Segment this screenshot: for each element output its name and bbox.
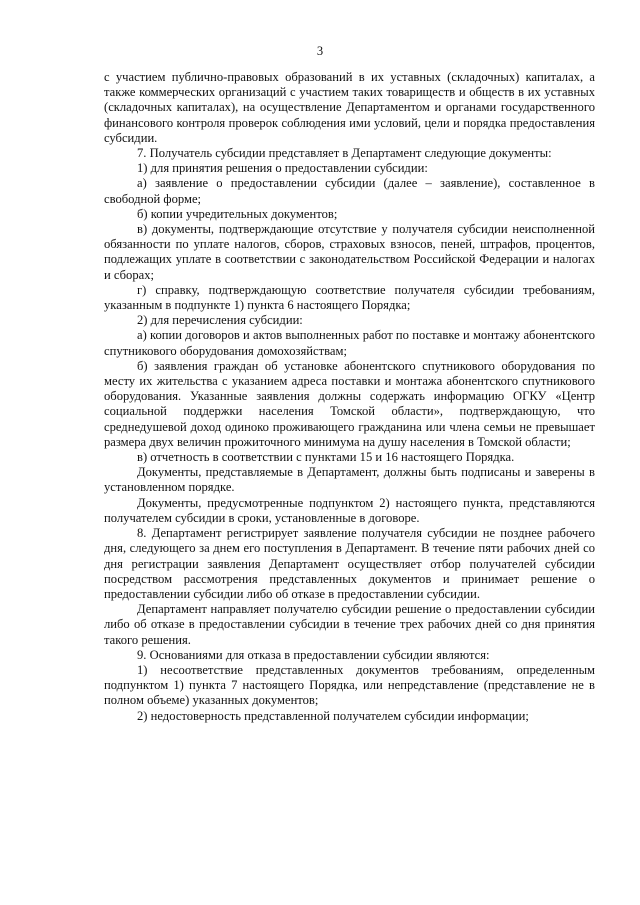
paragraph: 1) несоответствие представленных документов требованиям, определенным подпунктом 1) пункта 7 настоящего Порядка, или непредставление (представление не в полном объеме) указанных документов; [104, 662, 595, 708]
paragraph: 2) для перечисления субсидии: [137, 313, 303, 328]
paragraph: с участием публично-правовых образований в их уставных (складочных) капиталах, а также коммерческих организаций с участием таких товариществ и обществ в их уставных (складочных капиталах), на осуществление Департаментом и органами государственного финансового контроля проверок соблюдения ими условий, цели и порядка предоставления субсидии. [104, 70, 595, 145]
paragraph: Документы, представляемые в Департамент, должны быть подписаны и заверены в установленном порядке. [104, 465, 595, 495]
paragraph: в) документы, подтверждающие отсутствие у получателя субсидии неисполненной обязанности по уплате налогов, сборов, страховых взносов, пеней, штрафов, процентов, подлежащих уплате в соответствии с законодательством Российской Федерации и налогах и сборах; [104, 222, 595, 282]
paragraph: б) копии учредительных документов; [137, 206, 338, 221]
paragraph: а) заявление о предоставлении субсидии (далее – заявление), составленное в свободной форме; [104, 176, 595, 206]
document-body [104, 70, 595, 724]
paragraph: 9. Основаниями для отказа в предоставлении субсидии являются: [137, 647, 490, 662]
paragraph: в) отчетность в соответствии с пунктами 15 и 16 настоящего Порядка. [137, 450, 515, 465]
paragraph: Документы, предусмотренные подпунктом 2) настоящего пункта, представляются получателем субсидии в сроки, установленные в договоре. [104, 495, 595, 525]
paragraph: г) справку, подтверждающую соответствие получателя субсидии требованиям, указанным в подпункте 1) пункта 6 настоящего Порядка; [104, 282, 595, 313]
paragraph: б) заявления граждан об установке абонентского спутникового оборудования по месту их жительства с указанием адреса поставки и монтажа абонентского спутникового оборудования. Указанные заявления должны содержать информацию ОГКУ «Центр социальной поддержки населения Томской области», подтверждающую, что среднедушевой доход одиноко проживающего гражданина или члена семьи не превышает размера двух величин прожиточного минимума на душу населения в Томской области; [104, 358, 595, 449]
paragraph: Департамент направляет получателю субсидии решение о предоставлении субсидии либо об отказе в предоставлении субсидии в течение трех рабочих дней со дня принятия такого решения. [104, 602, 595, 647]
paragraph: 8. Департамент регистрирует заявление получателя субсидии не позднее рабочего дня, следующего за днем его поступления в Департамент. В течение пяти рабочих дней со дня регистрации заявления Департамент осуществляет отбор получателей субсидии посредством рассмотрения представленных документов и принимает решение о предоставлении субсидии либо об отказе в предоставлении субсидии. [104, 526, 595, 601]
paragraph: 1) для принятия решения о предоставлении субсидии: [137, 161, 428, 176]
paragraph: 7. Получатель субсидии представляет в Департамент следующие документы: [137, 146, 552, 161]
page-number: 3 [316, 44, 324, 58]
paragraph: 2) недостоверность представленной получателем субсидии информации; [137, 708, 529, 723]
paragraph: а) копии договоров и актов выполненных работ по поставке и монтажу абонентского спутникового оборудования домохозяйствам; [104, 328, 595, 358]
